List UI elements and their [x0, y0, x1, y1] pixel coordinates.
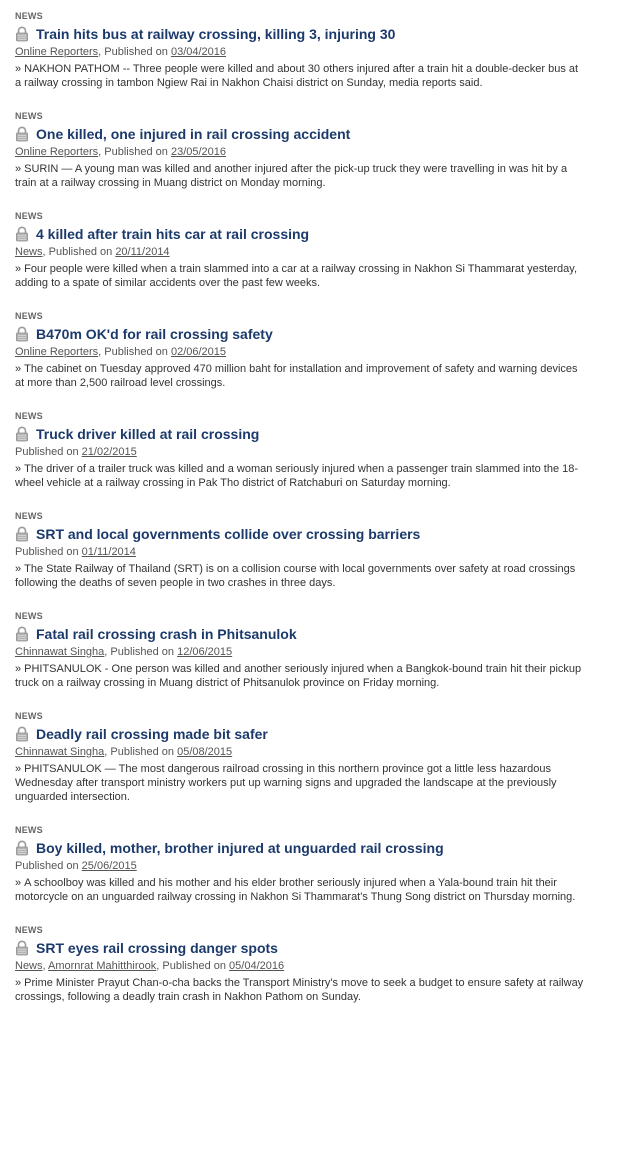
article-authors	[15, 746, 110, 758]
lock-icon	[15, 726, 29, 742]
article-item	[15, 310, 585, 390]
article-meta	[15, 445, 585, 460]
article-item	[15, 610, 585, 690]
raquo-glyph: »	[15, 263, 22, 275]
article-meta	[15, 145, 585, 160]
article-summary	[15, 762, 585, 804]
meta-comma: ,	[156, 960, 160, 972]
lock-icon	[15, 940, 29, 956]
article-title-link[interactable]: SRT eyes rail crossing danger spots	[36, 940, 278, 956]
article-meta	[15, 745, 585, 760]
published-label: Published on	[104, 46, 168, 58]
published-label: Published on	[15, 446, 79, 458]
article-summary	[15, 876, 585, 904]
article-date-link[interactable]: 21/02/2015	[81, 446, 137, 458]
published-label: Published on	[48, 246, 113, 258]
section-tag: NEWS	[15, 311, 43, 321]
published-label: Published on	[15, 860, 79, 872]
raquo-glyph: »	[15, 463, 22, 475]
article-meta	[15, 345, 585, 360]
summary-text: PHITSANULOK - One person was killed and another seriously injured when a Bangkok-bound train hit their pickup truck on a railway crossing in Muang district of Phitsanulok province on Friday morning.	[15, 663, 582, 689]
article-title-row	[15, 624, 585, 644]
article-item	[15, 410, 585, 490]
lock-icon	[15, 26, 29, 42]
meta-comma: ,	[104, 746, 108, 758]
article-meta	[15, 245, 585, 260]
article-title-link[interactable]: 4 killed after train hits car at rail crossing	[36, 226, 310, 242]
article-item	[15, 210, 585, 290]
author-link[interactable]: Online Reporters	[15, 146, 99, 158]
article-authors	[15, 246, 49, 258]
section-tag: NEWS	[15, 711, 43, 721]
article-title-link[interactable]: Deadly rail crossing made bit safer	[36, 726, 268, 742]
article-date-link[interactable]: 05/04/2016	[229, 960, 285, 972]
section-tag: NEWS	[15, 511, 43, 521]
article-title-row	[15, 938, 585, 958]
lock-icon	[15, 840, 29, 856]
raquo-glyph: »	[15, 763, 22, 775]
lock-icon	[15, 626, 29, 642]
article-item	[15, 110, 585, 190]
article-item	[15, 924, 585, 1004]
raquo-glyph: »	[15, 163, 22, 175]
article-date-link[interactable]: 01/11/2014	[81, 546, 136, 558]
article-date-link[interactable]: 02/06/2015	[170, 346, 227, 358]
raquo-glyph: »	[15, 877, 22, 889]
article-summary	[15, 976, 585, 1004]
meta-comma: ,	[42, 246, 46, 258]
raquo-glyph: »	[15, 63, 22, 75]
meta-comma: ,	[98, 346, 102, 358]
article-authors	[15, 960, 162, 972]
summary-text: The State Railway of Thailand (SRT) is on a collision course with local governments over safety at road crossings following the deaths of seven people in two crashes in three days.	[15, 563, 576, 589]
section-tag: NEWS	[15, 411, 43, 421]
article-title-row	[15, 24, 585, 44]
author-link[interactable]: Online Reporters	[15, 46, 99, 58]
published-label: Published on	[104, 346, 168, 358]
published-label: Published on	[110, 646, 175, 658]
article-authors	[15, 146, 104, 158]
article-meta	[15, 645, 585, 660]
author-link[interactable]: News	[15, 246, 43, 258]
article-title-link[interactable]: B470m OK'd for rail crossing safety	[36, 326, 273, 342]
lock-icon	[15, 126, 29, 142]
meta-comma: ,	[98, 146, 102, 158]
article-meta	[15, 859, 585, 874]
published-label: Published on	[110, 746, 175, 758]
section-tag: NEWS	[15, 611, 43, 621]
lock-icon	[15, 326, 29, 342]
article-title-row	[15, 424, 585, 444]
meta-comma: ,	[98, 46, 102, 58]
article-date-link[interactable]: 05/08/2015	[177, 746, 233, 758]
author-link[interactable]: Online Reporters	[15, 346, 99, 358]
article-meta	[15, 959, 585, 974]
article-summary	[15, 462, 585, 490]
article-date-link[interactable]: 12/06/2015	[177, 646, 233, 658]
article-summary	[15, 62, 585, 90]
article-authors	[15, 346, 104, 358]
published-label: Published on	[162, 960, 226, 972]
section-tag: NEWS	[15, 925, 43, 935]
article-summary	[15, 162, 585, 190]
summary-text: PHITSANULOK — The most dangerous railroad crossing in this northern province got a little less hazardous Wednesday after transport ministry workers put up warning signs and upgraded the landscape at the previously unguarded intersection.	[15, 763, 557, 803]
meta-comma: ,	[104, 646, 108, 658]
summary-text: A schoolboy was killed and his mother and his elder brother seriously injured when a Yala-bound train hit their motorcycle on an unguarded railway crossing in Nakhon Si Thammarat's Thung Song district on Thursday morning.	[15, 877, 576, 903]
author-link[interactable]: Amornrat Mahitthirook	[48, 960, 157, 972]
article-title-row	[15, 124, 585, 144]
article-item	[15, 824, 585, 904]
lock-icon	[15, 226, 29, 242]
article-item	[15, 710, 585, 804]
article-item	[15, 10, 585, 90]
article-date-link[interactable]: 03/04/2016	[170, 46, 227, 58]
article-authors	[15, 46, 104, 58]
author-link[interactable]: Chinnawat Singha	[15, 646, 105, 658]
section-tag: NEWS	[15, 825, 43, 835]
article-title-row	[15, 524, 585, 544]
article-title-link[interactable]: SRT and local governments collide over crossing barriers	[36, 526, 421, 542]
article-title-link[interactable]: Fatal rail crossing crash in Phitsanulok	[36, 626, 297, 642]
article-authors	[15, 646, 110, 658]
article-summary	[15, 362, 585, 390]
author-separator: ,	[42, 960, 49, 972]
raquo-glyph: »	[15, 363, 22, 375]
article-summary	[15, 662, 585, 690]
raquo-glyph: »	[15, 977, 22, 989]
summary-text: Prime Minister Prayut Chan-o-cha backs the Transport Ministry's move to seek a budget to ensure safety at railway crossings, following a deadly train crash in Nakhon Pathom on Sunday.	[15, 977, 584, 1003]
article-meta	[15, 45, 585, 60]
lock-icon	[15, 526, 29, 542]
article-title-link[interactable]: Truck driver killed at rail crossing	[36, 426, 260, 442]
article-title-row	[15, 724, 585, 744]
article-date-link[interactable]: 25/06/2015	[81, 860, 137, 872]
section-tag: NEWS	[15, 111, 43, 121]
article-date-link[interactable]: 23/05/2016	[170, 146, 227, 158]
article-title-row	[15, 838, 585, 858]
article-summary	[15, 562, 585, 590]
article-title-link[interactable]: Train hits bus at railway crossing, killing 3, injuring 30	[36, 26, 396, 42]
article-title-row	[15, 324, 585, 344]
author-link[interactable]: Chinnawat Singha	[15, 746, 105, 758]
summary-text: Four people were killed when a train slammed into a car at a railway crossing in Nakhon Si Thammarat yesterday, adding to a spate of similar accidents over the past few weeks.	[15, 263, 578, 289]
article-title-link[interactable]: Boy killed, mother, brother injured at unguarded rail crossing	[36, 840, 444, 856]
article-summary	[15, 262, 585, 290]
article-date-link[interactable]: 20/11/2014	[115, 246, 170, 258]
lock-icon	[15, 426, 29, 442]
published-label: Published on	[15, 546, 79, 558]
article-item	[15, 510, 585, 590]
summary-text: The cabinet on Tuesday approved 470 million baht for installation and improvement of safety and warning devices at more than 2,500 railroad level crossings.	[15, 363, 578, 389]
summary-text: SURIN — A young man was killed and another injured after the pick-up truck they were travelling in was hit by a train at a railway crossing in Muang district on Monday morning.	[15, 163, 568, 189]
published-label: Published on	[104, 146, 168, 158]
author-link[interactable]: News	[15, 960, 43, 972]
summary-text: NAKHON PATHOM -- Three people were killed and about 30 others injured after a train hit a double-decker bus at a railway crossing in tambon Ngiew Rai in Nakhon Chaisi district on Sunday, media reports said.	[15, 63, 579, 89]
section-tag: NEWS	[15, 211, 43, 221]
raquo-glyph: »	[15, 563, 22, 575]
section-tag: NEWS	[15, 11, 43, 21]
article-meta	[15, 545, 585, 560]
article-title-row	[15, 224, 585, 244]
article-title-link[interactable]: One killed, one injured in rail crossing accident	[36, 126, 351, 142]
raquo-glyph: »	[15, 663, 22, 675]
summary-text: The driver of a trailer truck was killed and a woman seriously injured when a passenger train slammed into the 18-wheel vehicle at a railway crossing in Pak Tho district of Ratchaburi on Saturday morning.	[15, 463, 579, 489]
